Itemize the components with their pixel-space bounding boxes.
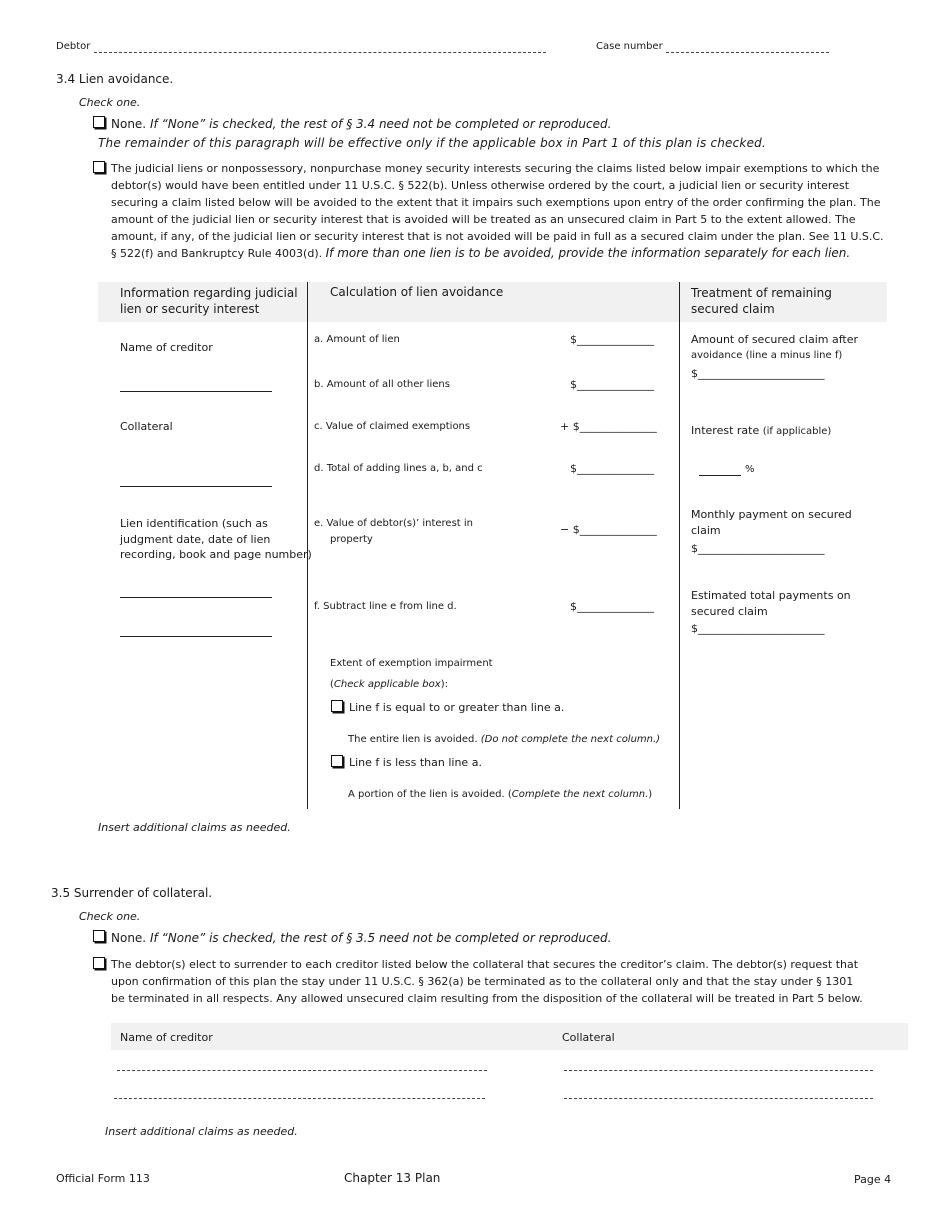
col-header-line: lien or security interest <box>120 302 260 316</box>
interest-rate-label <box>691 424 831 437</box>
col-header-creditor: Name of creditor <box>120 1031 213 1044</box>
check-one-label: Check one. <box>79 910 141 923</box>
interest-rate-field[interactable] <box>699 475 741 476</box>
remainder-note: The remainder of this paragraph will be effective only if the applicable box in Part 1 of this plan is checked. <box>98 136 766 150</box>
collateral-field[interactable] <box>564 1098 873 1099</box>
extent-option2-label: Line f is less than line a. <box>349 756 482 769</box>
secured-after-amount[interactable]: $_______________________ <box>691 367 825 380</box>
col-header-line: Treatment of remaining <box>691 286 832 300</box>
lien-id-line: Lien identification (such as <box>120 517 268 530</box>
calc-line-a: a. Amount of lien <box>314 334 400 345</box>
column-divider <box>679 282 680 809</box>
estimated-total-amount[interactable]: $_______________________ <box>691 622 825 635</box>
para-line: securing a claim listed below will be avoided to the extent that it impairs such exemptions upon entry of the order confirming the plan. The <box>111 196 881 209</box>
none-option-3-5 <box>111 931 611 945</box>
para-line: The judicial liens or nonpossessory, nonpurchase money security interests securing the claims listed below impair exemptions to which the <box>111 162 880 175</box>
extent-note-italic: (Do not complete the next column.) <box>480 734 661 745</box>
treatment-line: secured claim <box>691 604 768 618</box>
lien-id-field[interactable] <box>120 597 272 598</box>
lien-id-line: recording, book and page number) <box>120 548 312 561</box>
para-line: § 522(f) and Bankruptcy Rule 4003(d). <box>111 247 323 260</box>
extent-option2-note: A portion of the lien is avoided. (Complete the next column.) <box>348 789 653 800</box>
extent-option1-label: Line f is equal to or greater than line a. <box>349 701 565 714</box>
monthly-payment-label <box>691 507 852 538</box>
section-3-5-title: 3.5 Surrender of collateral. <box>51 886 213 900</box>
surrender-paragraph <box>111 956 863 1007</box>
interest-rate-note: (if applicable) <box>762 426 832 437</box>
creditor-name-field[interactable] <box>114 1098 485 1099</box>
treatment-line: claim <box>691 523 721 537</box>
none-note: If “None” is checked, the rest of § 3.4 need not be completed or reproduced. <box>149 117 612 131</box>
collateral-field[interactable] <box>564 1070 873 1071</box>
case-number-label: Case number <box>596 41 663 52</box>
extent-note: A portion of the lien is avoided. <box>348 789 505 800</box>
calc-line-e-text: property <box>330 534 373 545</box>
col-header-line: secured claim <box>691 302 775 316</box>
check-one-label: Check one. <box>79 96 141 109</box>
none-label: None. <box>111 117 147 131</box>
percent-sign: % <box>745 464 755 475</box>
extent-check-label: (Check applicable box): <box>330 679 448 690</box>
lien-avoidance-paragraph <box>111 160 884 262</box>
extent-check-text: Check applicable box <box>333 679 441 690</box>
calc-line-e <box>314 516 473 548</box>
amount-line-b[interactable]: $______________ <box>570 378 654 391</box>
para-line: The debtor(s) elect to surrender to each creditor listed below the collateral that secures the creditor’s claim. The debtor(s) request that <box>111 958 859 971</box>
amount-line-e[interactable]: − $______________ <box>560 523 657 536</box>
lien-avoidance-checkbox[interactable] <box>93 161 105 173</box>
collateral-label: Collateral <box>120 420 173 433</box>
footer-form-number: Official Form 113 <box>56 1172 150 1185</box>
name-of-creditor-label: Name of creditor <box>120 341 213 354</box>
none-option-3-4 <box>111 117 611 131</box>
extent-note-italic: Complete the next column. <box>511 789 649 800</box>
extent-option2-checkbox[interactable] <box>331 755 343 767</box>
extent-option1-checkbox[interactable] <box>331 700 343 712</box>
extent-option1-note <box>348 734 660 745</box>
para-line: debtor(s) would have been entitled under 11 U.S.C. § 522(b). Unless otherwise ordered by the court, a judicial lien or security interest <box>111 179 850 192</box>
treatment-line: Amount of secured claim after <box>691 333 859 346</box>
monthly-payment-amount[interactable]: $_______________________ <box>691 542 825 555</box>
estimated-total-label <box>691 588 851 619</box>
col-header-calc: Calculation of lien avoidance <box>330 285 504 299</box>
surrender-checkbox[interactable] <box>93 957 105 969</box>
footer-page-number: Page 4 <box>854 1173 892 1186</box>
lien-id-field[interactable] <box>120 636 272 637</box>
interest-rate-text: Interest rate <box>691 424 760 437</box>
creditor-name-field[interactable] <box>120 391 272 392</box>
col-header-line: Information regarding judicial <box>120 286 298 300</box>
debtor-field[interactable] <box>94 52 546 53</box>
amount-line-f[interactable]: $______________ <box>570 600 654 613</box>
extent-title: Extent of exemption impairment <box>330 658 493 669</box>
para-line: amount, if any, of the judicial lien or security interest that is not avoided will be paid in full as a secured claim under the plan. See 11 U.S.C. <box>111 230 884 243</box>
amount-line-a[interactable]: $______________ <box>570 333 654 346</box>
none-label: None. <box>111 931 147 945</box>
insert-additional-claims-3-4: Insert additional claims as needed. <box>98 821 291 834</box>
case-number-field[interactable] <box>666 52 829 53</box>
none-checkbox-3-4[interactable] <box>93 116 105 128</box>
col-header-treatment <box>691 285 832 317</box>
none-note: If “None” is checked, the rest of § 3.5 need not be completed or reproduced. <box>149 931 612 945</box>
treatment-line: Monthly payment on secured <box>691 508 852 521</box>
para-line: upon confirmation of this plan the stay under 11 U.S.C. § 362(a) be terminated as to the collateral only and that the stay under § 1301 <box>111 975 854 988</box>
collateral-field[interactable] <box>120 486 272 487</box>
treatment-line: Estimated total payments on <box>691 589 851 602</box>
amount-line-c[interactable]: + $______________ <box>560 420 657 433</box>
para-line: amount of the judicial lien or security interest that is avoided will be treated as an unsecured claim in Part 5 to the extent allowed. The <box>111 213 856 226</box>
calc-line-f: f. Subtract line e from line d. <box>314 601 457 612</box>
lien-id-line: judgment date, date of lien <box>120 532 271 546</box>
lien-identification-label <box>120 516 312 563</box>
calc-line-c: c. Value of claimed exemptions <box>314 421 471 432</box>
insert-additional-claims-3-5: Insert additional claims as needed. <box>105 1125 298 1138</box>
section-3-4-title: 3.4 Lien avoidance. <box>56 72 174 86</box>
secured-after-label <box>691 332 858 363</box>
col-header-collateral: Collateral <box>562 1031 615 1044</box>
creditor-name-field[interactable] <box>117 1070 487 1071</box>
extent-note: The entire lien is avoided. <box>348 734 478 745</box>
debtor-label: Debtor <box>56 41 91 52</box>
col-header-info <box>120 285 298 317</box>
para-line: be terminated in all respects. Any allowed unsecured claim resulting from the disposition of the collateral will be treated in Part 5 below. <box>111 992 863 1005</box>
amount-line-d[interactable]: $______________ <box>570 462 654 475</box>
para-italic-note: If more than one lien is to be avoided, provide the information separately for each lien. <box>325 246 851 260</box>
calc-line-e-text: e. Value of debtor(s)’ interest in <box>314 518 473 529</box>
footer-title: Chapter 13 Plan <box>344 1171 441 1185</box>
surrender-table-header <box>111 1023 908 1050</box>
calc-line-d: d. Total of adding lines a, b, and c <box>314 463 483 474</box>
treatment-line: avoidance (line a minus line f) <box>691 349 843 361</box>
calc-line-b: b. Amount of all other liens <box>314 379 450 390</box>
none-checkbox-3-5[interactable] <box>93 930 105 942</box>
